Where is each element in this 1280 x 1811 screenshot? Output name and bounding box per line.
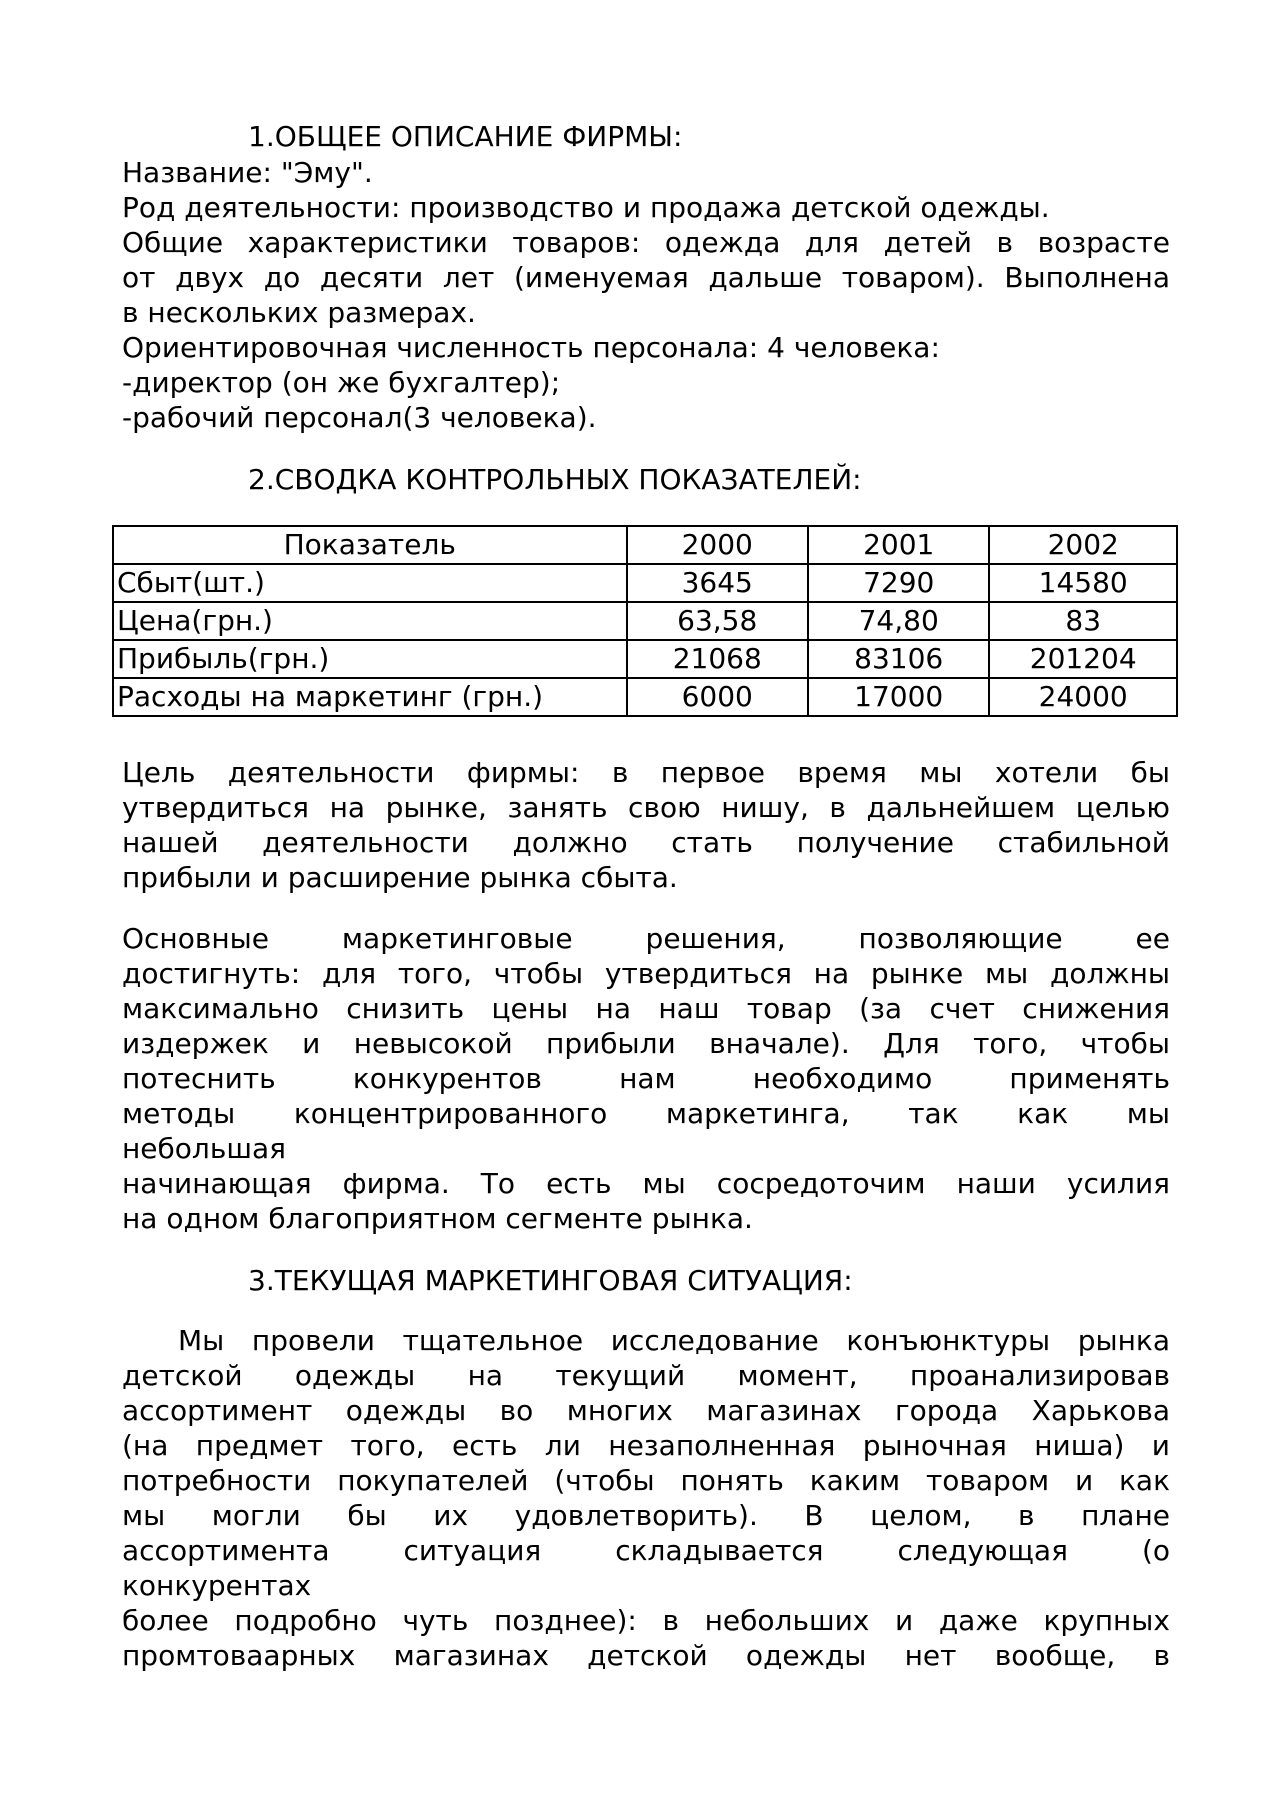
decisions-line: на одном благоприятном сегменте рынка. <box>122 1202 753 1235</box>
table-cell: 17000 <box>808 678 989 716</box>
goal-line: Цель деятельности фирмы: в первое время мы хотели бы <box>122 756 1170 789</box>
section3-line: более подробно чуть позднее): в небольших и даже крупных <box>122 1604 1170 1637</box>
section3-line: потребности покупателей (чтобы понять каким товаром и как <box>122 1464 1170 1497</box>
table-row <box>113 640 1177 678</box>
table-header-cell: 2002 <box>989 526 1177 564</box>
section3-line: Мы провели тщательное исследование конъюнктуры рынка <box>178 1324 1170 1357</box>
section3-line: промтоваарных магазинах детской одежды нет вообще, в <box>122 1639 1170 1672</box>
table-header-cell: Показатель <box>113 526 627 564</box>
table-cell: 14580 <box>989 564 1177 602</box>
kpi-table <box>112 525 1178 717</box>
table-cell: 24000 <box>989 678 1177 716</box>
table-cell: 74,80 <box>808 602 989 640</box>
section3-line: конкурентах <box>122 1569 312 1602</box>
section1-heading: 1.ОБЩЕЕ ОПИСАНИЕ ФИРМЫ: <box>248 120 683 153</box>
decisions-line: начинающая фирма. То есть мы сосредоточим наши усилия <box>122 1167 1170 1200</box>
table-row <box>113 678 1177 716</box>
goal-line: утвердиться на рынке, занять свою нишу, в дальнейшем целью <box>122 791 1170 824</box>
goal-line: прибыли и расширение рынка сбыта. <box>122 861 678 894</box>
decisions-line: максимально снизить цены на наш товар (за счет снижения <box>122 992 1170 1025</box>
section3-line: (на предмет того, есть ли незаполненная рыночная ниша) и <box>122 1429 1170 1462</box>
section2-heading: 2.СВОДКА КОНТРОЛЬНЫХ ПОКАЗАТЕЛЕЙ: <box>248 463 862 496</box>
section1-line: Род деятельности: производство и продажа детской одежды. <box>122 191 1050 224</box>
table-cell: 83 <box>989 602 1177 640</box>
goal-line: нашей деятельности должно стать получение стабильной <box>122 826 1170 859</box>
decisions-line: Основные маркетинговые решения, позволяющие ее <box>122 922 1170 955</box>
section1-line: от двух до десяти лет (именуемая дальше товаром). Выполнена <box>122 261 1170 294</box>
table-cell: 201204 <box>989 640 1177 678</box>
section1-line: -директор (он же бухгалтер); <box>122 366 561 399</box>
table-header-cell: 2000 <box>627 526 808 564</box>
section3-line: детской одежды на текущий момент, проанализировав <box>122 1359 1170 1392</box>
table-cell: Расходы на маркетинг (грн.) <box>113 678 627 716</box>
table-row <box>113 602 1177 640</box>
section1-line: в нескольких размерах. <box>122 296 476 329</box>
section3-line: ассортимента ситуация складывается следующая (о <box>122 1534 1170 1567</box>
table-cell: 63,58 <box>627 602 808 640</box>
table-cell: 3645 <box>627 564 808 602</box>
decisions-line: потеснить конкурентов нам необходимо применять <box>122 1062 1170 1095</box>
table-header-row <box>113 526 1177 564</box>
section1-line: Ориентировочная численность персонала: 4 человека: <box>122 331 940 364</box>
table-cell: 6000 <box>627 678 808 716</box>
section3-line: ассортимент одежды во многих магазинах города Харькова <box>122 1394 1170 1427</box>
decisions-line: небольшая <box>122 1132 286 1165</box>
table-cell: 7290 <box>808 564 989 602</box>
table-cell: Сбыт(шт.) <box>113 564 627 602</box>
decisions-line: методы концентрированного маркетинга, так как мы <box>122 1097 1170 1130</box>
section3-line: мы могли бы их удовлетворить). В целом, в плане <box>122 1499 1170 1532</box>
table-cell: Цена(грн.) <box>113 602 627 640</box>
table-row <box>113 564 1177 602</box>
table-cell: 21068 <box>627 640 808 678</box>
table-header-cell: 2001 <box>808 526 989 564</box>
table-cell: 83106 <box>808 640 989 678</box>
table-cell: Прибыль(грн.) <box>113 640 627 678</box>
section3-heading: 3.ТЕКУЩАЯ МАРКЕТИНГОВАЯ СИТУАЦИЯ: <box>248 1264 853 1297</box>
decisions-line: издержек и невысокой прибыли вначале). Для того, чтобы <box>122 1027 1170 1060</box>
section1-line: Название: "Эму". <box>122 156 373 189</box>
section1-line: -рабочий персонал(3 человека). <box>122 401 597 434</box>
decisions-line: достигнуть: для того, чтобы утвердиться на рынке мы должны <box>122 957 1170 990</box>
section1-line: Общие характеристики товаров: одежда для детей в возрасте <box>122 226 1170 259</box>
